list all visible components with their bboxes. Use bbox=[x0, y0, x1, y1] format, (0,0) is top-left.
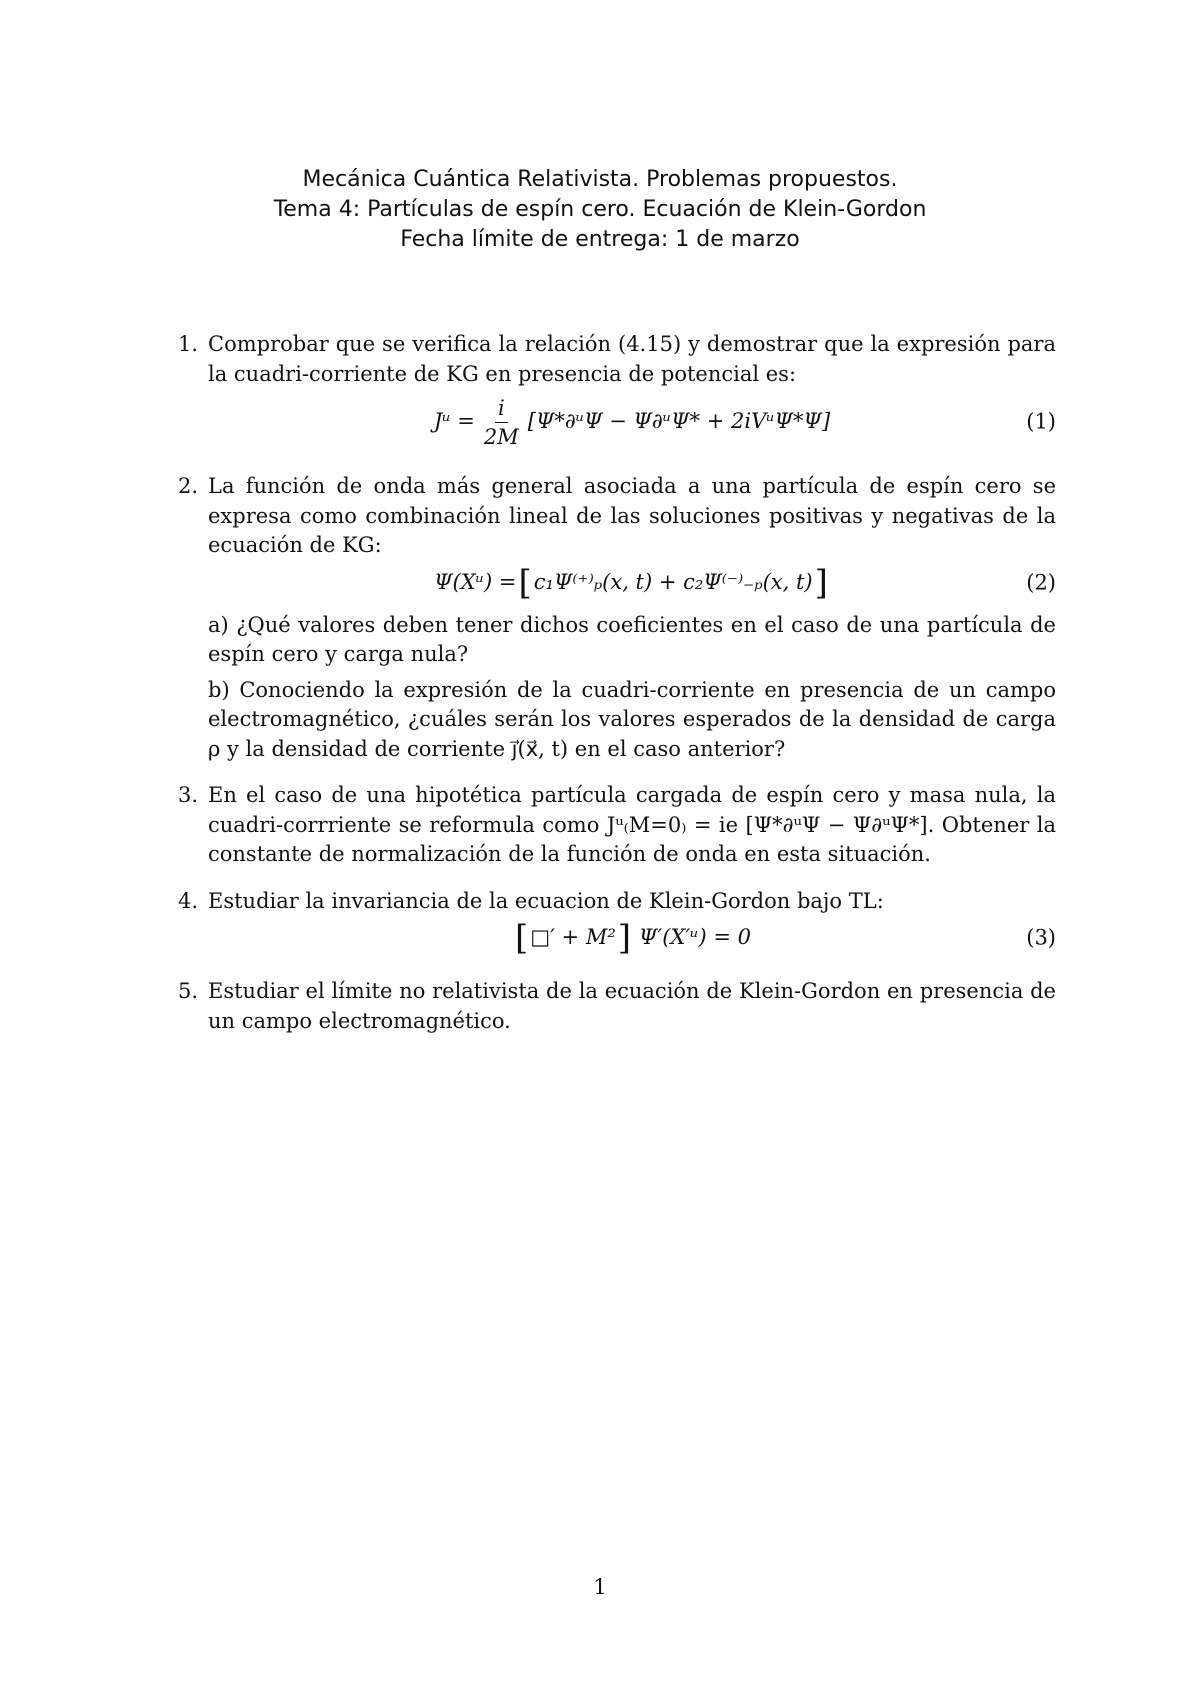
problem-text: Comprobar que se verifica la relación (4.15) y demostrar que la expresión para la cuadri-corriente de KG en presencia de potencial es: bbox=[208, 332, 1056, 386]
problem-text: La función de onda más general asociada a una partícula de espín cero se expresa como combinación lineal de las soluciones positivas y negativas de la ecuación de KG: bbox=[208, 474, 1056, 557]
equation-body: c₁Ψ⁽⁺⁾ₚ(x, t) + c₂Ψ⁽⁻⁾₋ₚ(x, t) bbox=[533, 569, 813, 594]
equation-rhs: Ψ′(X′ᵘ) = 0 bbox=[639, 925, 751, 950]
problem-list bbox=[178, 330, 1056, 1053]
equation-label: (3) bbox=[1026, 925, 1056, 950]
equation-label: (2) bbox=[1026, 569, 1056, 594]
topic-title: Tema 4: Partículas de espín cero. Ecuación de Klein-Gordon bbox=[273, 197, 927, 222]
right-bracket: ] bbox=[814, 562, 828, 603]
problem-number: 5. bbox=[178, 979, 199, 1003]
right-bracket: ] bbox=[617, 918, 632, 958]
deadline: Fecha límite de entrega: 1 de marzo bbox=[400, 227, 800, 252]
left-bracket: [ bbox=[515, 918, 529, 958]
problem-5 bbox=[178, 977, 1056, 1036]
problem-2 bbox=[178, 472, 1056, 764]
equation-3 bbox=[208, 916, 1056, 960]
fraction bbox=[481, 396, 522, 449]
problem-text: Estudiar la invariancia de la ecuacion de Klein-Gordon bajo TL: bbox=[208, 888, 884, 913]
fraction-numerator: i bbox=[495, 396, 508, 423]
equation-2 bbox=[208, 561, 1056, 605]
fraction-denominator: 2M bbox=[483, 424, 519, 449]
document-header bbox=[0, 165, 1200, 255]
problem-part-b: b) Conociendo la expresión de la cuadri-corriente en presencia de un campo electromagnético, ¿cuáles serán los valores esperados de la densidad de carga ρ y la densidad de corriente j⃗(x⃗, t) en el caso anterior? bbox=[208, 677, 1056, 761]
problem-number: 4. bbox=[178, 888, 199, 913]
equation-lhs: Ψ(Xᵘ) = bbox=[434, 569, 517, 594]
problem-number: 1. bbox=[178, 332, 199, 356]
problem-1 bbox=[178, 330, 1056, 455]
equation-rhs: [Ψ*∂ᵘΨ − Ψ∂ᵘΨ* + 2iVᵘΨ*Ψ] bbox=[527, 409, 831, 434]
equation-lhs: Jᵘ = bbox=[433, 409, 475, 434]
problem-part-a: a) ¿Qué valores deben tener dichos coeficientes en el caso de una partícula de espín cero y carga nula? bbox=[208, 612, 1056, 666]
equation-body: □′ + M² bbox=[530, 925, 616, 950]
problem-3 bbox=[178, 781, 1056, 870]
problem-text: Estudiar el límite no relativista de la ecuación de Klein-Gordon en presencia de un campo electromagnético. bbox=[208, 979, 1056, 1033]
equation-1 bbox=[208, 389, 1056, 455]
problem-number: 3. bbox=[178, 783, 199, 807]
problem-text: En el caso de una hipotética partícula cargada de espín cero y masa nula, la cuadri-corrriente se reformula como Jᵘ₍M=0₎ = ie [Ψ*∂ᵘΨ − Ψ∂ᵘΨ*]. Obtener la constante de normalización de la función de onda en esta situación. bbox=[208, 783, 1056, 866]
equation-label: (1) bbox=[1026, 409, 1056, 434]
left-bracket: [ bbox=[518, 562, 532, 603]
problem-4 bbox=[178, 887, 1056, 961]
page-number: 1 bbox=[593, 1575, 607, 1599]
problem-number: 2. bbox=[178, 474, 199, 498]
course-title: Mecánica Cuántica Relativista. Problemas propuestos. bbox=[302, 167, 898, 192]
